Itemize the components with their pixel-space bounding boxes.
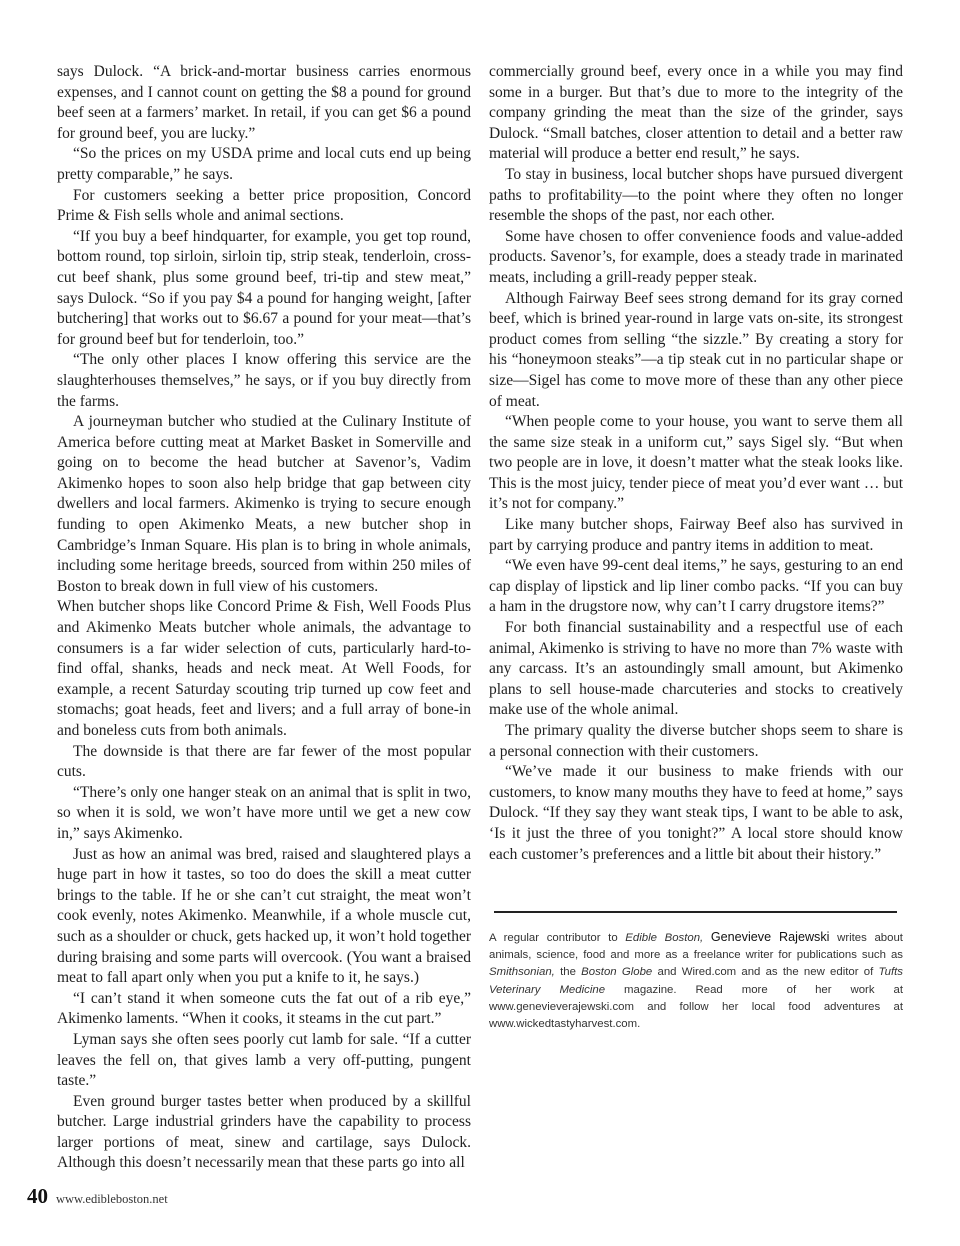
paragraph: “We’ve made it our business to make friends with our customers, to know many mouths they have to feed at home,” says Dulock. “If they say they want steak tips, I want to be able to ask, ‘Is it just the three of you tonight?” A local store should know each customer’s preferences and a little bit about their history.” — [489, 763, 903, 863]
paragraph: commercially ground beef, every once in a while you may find some in a burger. But that’s due to more to the integrity of the company grinding the meat than the size of the grinder, says Dulock. “Small batches, closer attention to detail and a better raw material will produce a better end result,” he says. — [489, 63, 903, 163]
paragraph: “If you buy a beef hindquarter, for example, you get top round, bottom round, top sirloin, sirloin tip, strip steak, tenderloin, cross-cut beef shank, plus some ground beef, tri-tip and stew meat,” says Dulock. “So if you pay $4 a pound for hanging weight, [after butchering] that works out to $6.67 a pound for your meat—that’s for ground beef but for tenderloin, too.” — [57, 227, 471, 348]
bio-intro: A regular contributor to — [489, 932, 626, 944]
paragraph: For customers seeking a better price proposition, Concord Prime & Fish sells whole and animal sections. — [57, 186, 471, 225]
bio-publication: Smithsonian, — [489, 966, 555, 979]
paragraph: “The only other places I know offering this service are the slaughterhouses themselves,” he says, or if you buy directly from the farms. — [57, 351, 471, 410]
article-column-left — [57, 62, 471, 1174]
paragraph: “When people come to your house, you want to serve them all the same size steak in a uniform cut,” says Sigel sly. “But when two people are in love, it doesn’t matter what the steak looks like. This is the most juicy, tender piece of meat you’d ever want … but it’s not for company.” — [489, 413, 903, 513]
bio-magazine: Edible Boston, — [625, 932, 704, 944]
bio-divider — [494, 911, 897, 913]
paragraph: To stay in business, local butcher shops have pursued divergent paths to profitability—to the point where they often no longer resemble the shops of the past, nor each other. — [489, 165, 903, 225]
bio-text: the — [554, 966, 582, 979]
bio-text: and Wired.com and as the new editor of — [652, 966, 879, 979]
paragraph: The primary quality the diverse butcher shops seem to share is a personal connection with their customers. — [489, 722, 903, 760]
author-bio — [489, 929, 903, 1033]
paragraph: A journeyman butcher who studied at the Culinary Institute of America before cutting meat at Market Basket in Somerville and going on to become the head butcher at Savenor’s, Vadim Akimenko hopes to soon also help bridge that gap between city dwellers and local farmers. Akimenko is trying to secure enough funding to open Akimenko Meats, a new butcher shop in Cambridge’s Inman Square. His plan is to bring in whole animals, including some heritage breeds, sourced from within 250 miles of Boston to break down in full view of his customers. — [57, 413, 471, 595]
paragraph: Just as how an animal was bred, raised and slaughtered plays a huge part in how it tastes, so too do does the skill a meat cutter brings to the table. If he or she can’t cut straight, the meat won’t cook evenly, notes Akimenko. Meanwhile, if a whole muscle cut, such as a shoulder or chuck, gets hacked up, it won’t hold together during braising and some parts will overcook. (You want a braised meat to fall apart only when you put a knife to it, he says.) — [57, 845, 471, 987]
paragraph: The downside is that there are far fewer of the most popular cuts. — [57, 742, 471, 781]
paragraph: Although Fairway Beef sees strong demand for its gray corned beef, which is brined year-round in large vats on-site, its strongest product comes from selling “the sizzle.” By creating a story for his “honeymoon steaks”—a tip steak cut in no particular shape or size—Sigel has come to move more of these than any other piece of meat. — [489, 289, 903, 410]
bio-author-name: Genevieve Rajewski — [710, 930, 830, 944]
paragraph: says Dulock. “A brick-and-mortar business carries enormous expenses, and I cannot count on getting the $8 a pound for ground beef seen at a farmers’ market. In retail, if you can get $6 a pound for ground beef, you are lucky.” — [57, 63, 471, 142]
bio-publication: Tufts Veterinary Medicine — [489, 966, 903, 996]
paragraph: “There’s only one hanger steak on an animal that is split in two, so when it is sold, we won’t have more until we get a new cow in,” says Akimenko. — [57, 783, 471, 842]
paragraph: Like many butcher shops, Fairway Beef also has survived in part by carrying produce and pantry items in addition to meat. — [489, 516, 903, 554]
paragraph: Some have chosen to offer convenience foods and value-added products. Savenor’s, for example, does a steady trade in marinated meats, including a grill-ready pepper steak. — [489, 227, 903, 286]
page-number: 40 — [27, 1184, 48, 1208]
paragraph: For both financial sustainability and a respectful use of each animal, Akimenko is striving to have no more than 7% waste with any carcass. It’s an astoundingly small amount, but Akimenko plans to sell house-made charcuteries and stocks to creatively make use of the whole animal. — [489, 619, 903, 719]
bio-publication: Boston Globe — [581, 966, 653, 979]
paragraph: Even ground burger tastes better when produced by a skillful butcher. Large industrial grinders have the capability to process larger portions of meat, sinew and cartilage, says Dulock. Although this doesn’t necessarily mean that these parts go into all — [57, 1092, 471, 1172]
paragraph: “So the prices on my USDA prime and local cuts end up being pretty comparable,” he says. — [57, 145, 471, 183]
paragraph: “I can’t stand it when someone cuts the fat out of a rib eye,” Akimenko laments. “When it cooks, it steams in the cut part.” — [57, 989, 471, 1028]
page-footer — [27, 1184, 168, 1209]
site-url: www.edibleboston.net — [56, 1192, 168, 1206]
paragraph: “We even have 99-cent deal items,” he says, gesturing to an end cap display of lipstick and lip liner combo packs. “If you can buy a ham in the drugstore now, why can’t I carry drugstore items?” — [489, 557, 903, 616]
article-column-right — [489, 62, 903, 865]
paragraph: Lyman says she often sees poorly cut lamb for sale. “If a cutter leaves the fell on, that gives lamb a very off-putting, pungent taste.” — [57, 1030, 471, 1090]
bio-text: writes about animals, science, food and more as a freelance writer for publications such as — [489, 932, 903, 962]
bio-text: magazine. Read more of her work at www.genevieverajewski.com and follow her local food adventures at www.wickedtastyharvest.com. — [489, 983, 903, 1031]
paragraph: When butcher shops like Concord Prime & Fish, Well Foods Plus and Akimenko Meats butcher whole animals, the advantage to consumers is a far wider selection of cuts, particularly hard-to-find offal, shanks, heads and neck meat. At Well Foods, for example, a recent Saturday scouting trip turned up cow feet and stomachs; goat heads, feet and livers; and a full array of bone-in and boneless cuts from both animals. — [57, 598, 471, 739]
